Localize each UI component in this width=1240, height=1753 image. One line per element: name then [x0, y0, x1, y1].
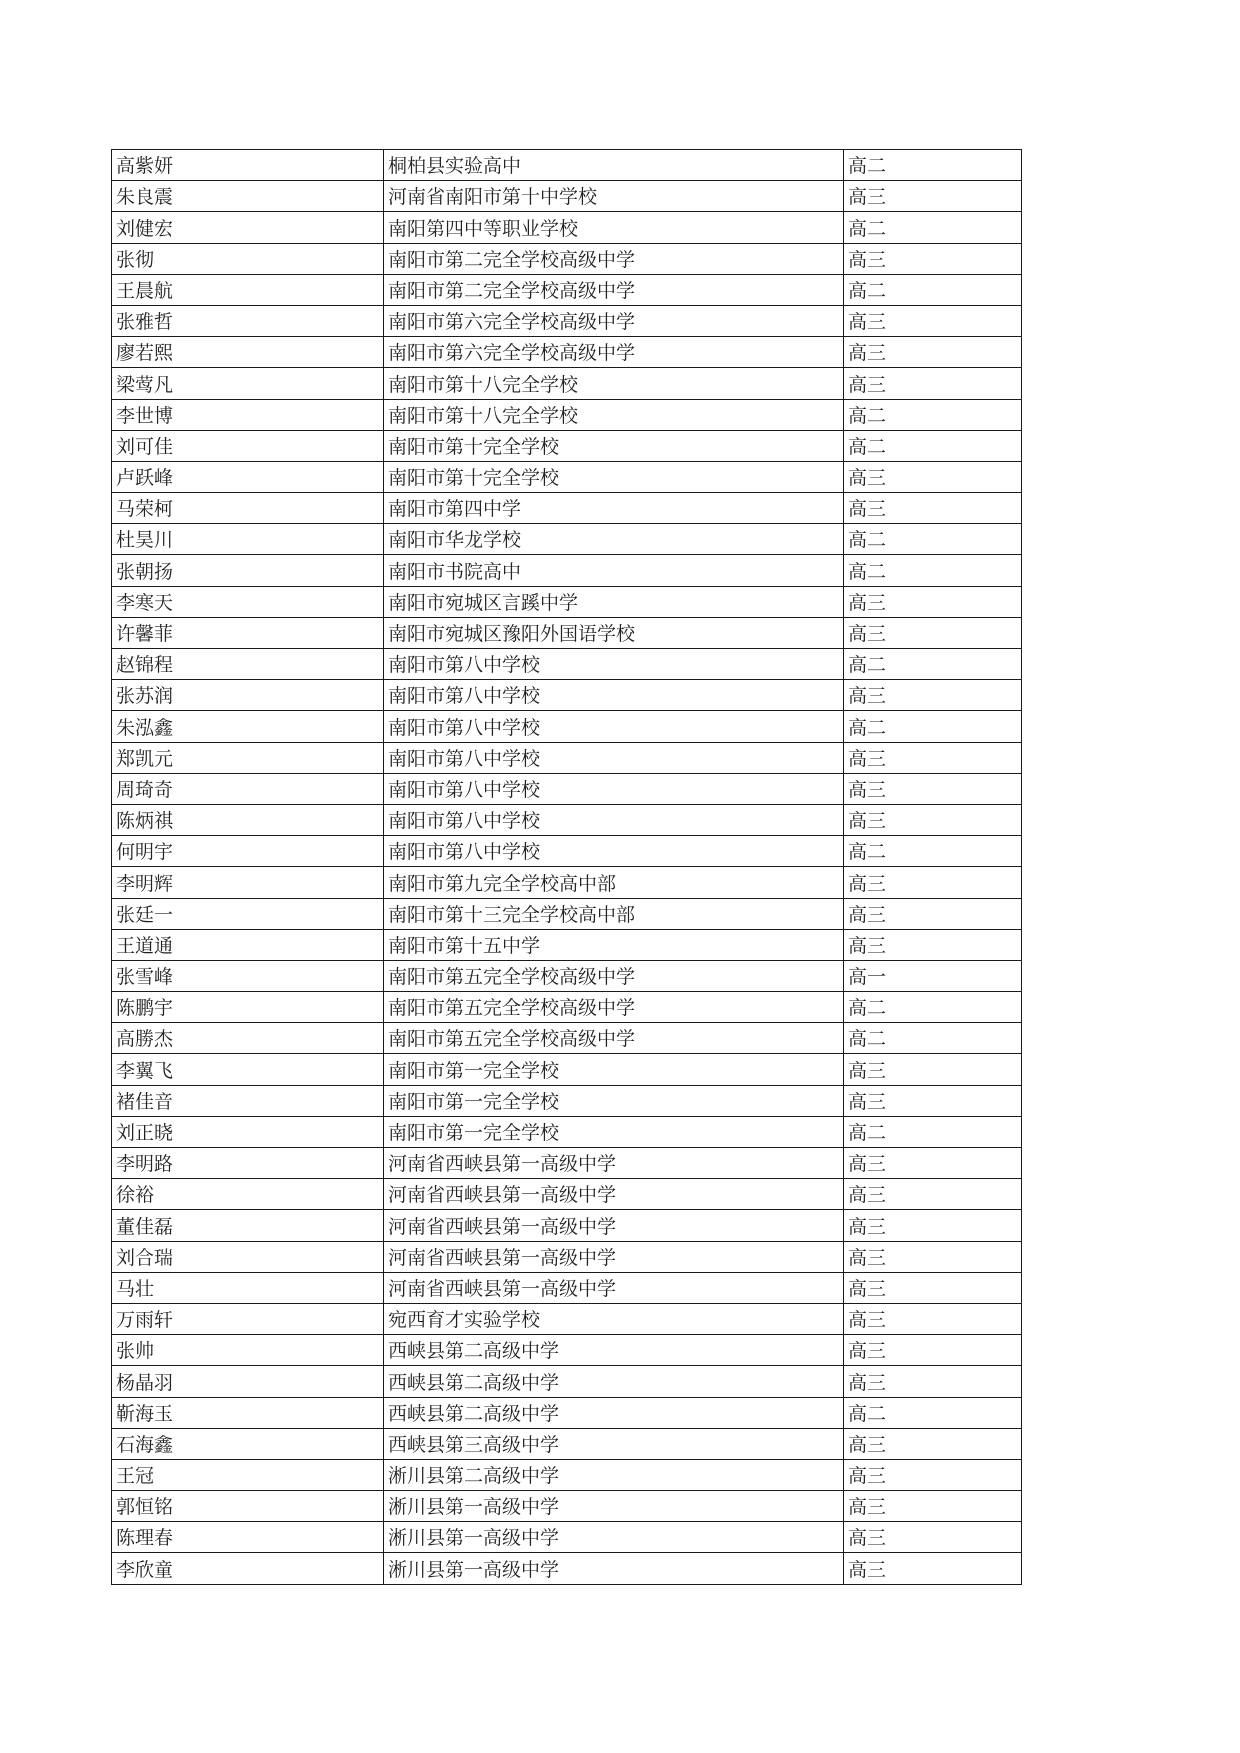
table-row [112, 1148, 1022, 1179]
grade-cell: 高三 [844, 680, 1022, 711]
name-cell: 张雅哲 [112, 305, 384, 336]
name-cell: 陈理春 [112, 1522, 384, 1553]
grade-cell: 高二 [844, 1023, 1022, 1054]
name-cell: 高紫妍 [112, 150, 384, 181]
name-cell: 许馨菲 [112, 617, 384, 648]
school-cell: 河南省西峡县第一高级中学 [384, 1148, 844, 1179]
grade-cell: 高三 [844, 337, 1022, 368]
table-row [112, 212, 1022, 243]
table-row [112, 430, 1022, 461]
grade-cell: 高二 [844, 711, 1022, 742]
grade-cell: 高三 [844, 867, 1022, 898]
table-row [112, 1023, 1022, 1054]
grade-cell: 高二 [844, 212, 1022, 243]
name-cell: 刘合瑞 [112, 1241, 384, 1272]
school-cell: 南阳市第十八完全学校 [384, 368, 844, 399]
school-cell: 南阳市第八中学校 [384, 711, 844, 742]
name-cell: 陈炳祺 [112, 804, 384, 835]
school-cell: 南阳市第八中学校 [384, 836, 844, 867]
school-cell: 河南省西峡县第一高级中学 [384, 1241, 844, 1272]
name-cell: 张雪峰 [112, 960, 384, 991]
grade-cell: 高三 [844, 1210, 1022, 1241]
name-cell: 张帅 [112, 1335, 384, 1366]
name-cell: 石海鑫 [112, 1428, 384, 1459]
table-row [112, 898, 1022, 929]
grade-cell: 高二 [844, 430, 1022, 461]
table-row [112, 524, 1022, 555]
school-cell: 南阳市第一完全学校 [384, 1054, 844, 1085]
grade-cell: 高二 [844, 274, 1022, 305]
table-row [112, 804, 1022, 835]
table-row [112, 368, 1022, 399]
grade-cell: 高三 [844, 1085, 1022, 1116]
grade-cell: 高二 [844, 992, 1022, 1023]
school-cell: 南阳市宛城区豫阳外国语学校 [384, 617, 844, 648]
table-row [112, 836, 1022, 867]
name-cell: 李明辉 [112, 867, 384, 898]
name-cell: 廖若熙 [112, 337, 384, 368]
grade-cell: 高二 [844, 524, 1022, 555]
grade-cell: 高三 [844, 461, 1022, 492]
grade-cell: 高三 [844, 368, 1022, 399]
table-row [112, 150, 1022, 181]
school-cell: 淅川县第一高级中学 [384, 1522, 844, 1553]
school-cell: 淅川县第一高级中学 [384, 1491, 844, 1522]
school-cell: 南阳市第八中学校 [384, 742, 844, 773]
school-cell: 南阳市第一完全学校 [384, 1085, 844, 1116]
table-row [112, 1397, 1022, 1428]
table-row [112, 1179, 1022, 1210]
name-cell: 郑凯元 [112, 742, 384, 773]
name-cell: 郭恒铭 [112, 1491, 384, 1522]
grade-cell: 高三 [844, 929, 1022, 960]
table-row [112, 1272, 1022, 1303]
school-cell: 河南省西峡县第一高级中学 [384, 1272, 844, 1303]
school-cell: 南阳市第八中学校 [384, 804, 844, 835]
school-cell: 河南省西峡县第一高级中学 [384, 1210, 844, 1241]
grade-cell: 高二 [844, 399, 1022, 430]
school-cell: 南阳市第六完全学校高级中学 [384, 305, 844, 336]
table-row [112, 617, 1022, 648]
name-cell: 高勝杰 [112, 1023, 384, 1054]
grade-cell: 高三 [844, 1148, 1022, 1179]
name-cell: 马荣柯 [112, 493, 384, 524]
grade-cell: 高二 [844, 555, 1022, 586]
table-row [112, 649, 1022, 680]
name-cell: 万雨轩 [112, 1303, 384, 1334]
grade-cell: 高三 [844, 243, 1022, 274]
name-cell: 董佳磊 [112, 1210, 384, 1241]
table-row [112, 399, 1022, 430]
grade-cell: 高三 [844, 898, 1022, 929]
school-cell: 南阳第四中等职业学校 [384, 212, 844, 243]
name-cell: 王道通 [112, 929, 384, 960]
name-cell: 杜昊川 [112, 524, 384, 555]
school-cell: 南阳市第六完全学校高级中学 [384, 337, 844, 368]
school-cell: 宛西育才实验学校 [384, 1303, 844, 1334]
school-cell: 桐柏县实验高中 [384, 150, 844, 181]
grade-cell: 高三 [844, 1366, 1022, 1397]
name-cell: 何明宇 [112, 836, 384, 867]
name-cell: 张彻 [112, 243, 384, 274]
school-cell: 南阳市书院高中 [384, 555, 844, 586]
name-cell: 李欣童 [112, 1553, 384, 1584]
school-cell: 南阳市宛城区言蹊中学 [384, 586, 844, 617]
table-row [112, 1522, 1022, 1553]
school-cell: 南阳市第十三完全学校高中部 [384, 898, 844, 929]
table-row [112, 305, 1022, 336]
table-row [112, 243, 1022, 274]
school-cell: 西峡县第二高级中学 [384, 1335, 844, 1366]
table-row [112, 1085, 1022, 1116]
grade-cell: 高三 [844, 586, 1022, 617]
name-cell: 赵锦程 [112, 649, 384, 680]
grade-cell: 高三 [844, 1054, 1022, 1085]
table-row [112, 960, 1022, 991]
school-cell: 淅川县第二高级中学 [384, 1459, 844, 1490]
name-cell: 王冠 [112, 1459, 384, 1490]
grade-cell: 高三 [844, 493, 1022, 524]
name-cell: 李翼飞 [112, 1054, 384, 1085]
school-cell: 南阳市第八中学校 [384, 680, 844, 711]
grade-cell: 高二 [844, 649, 1022, 680]
grade-cell: 高一 [844, 960, 1022, 991]
grade-cell: 高三 [844, 1303, 1022, 1334]
school-cell: 南阳市第十五中学 [384, 929, 844, 960]
school-cell: 南阳市第五完全学校高级中学 [384, 992, 844, 1023]
school-cell: 南阳市第二完全学校高级中学 [384, 274, 844, 305]
table-row [112, 680, 1022, 711]
table-row [112, 337, 1022, 368]
table-row [112, 1303, 1022, 1334]
name-cell: 刘健宏 [112, 212, 384, 243]
name-cell: 朱良震 [112, 181, 384, 212]
table-row [112, 1491, 1022, 1522]
name-cell: 徐裕 [112, 1179, 384, 1210]
school-cell: 河南省西峡县第一高级中学 [384, 1179, 844, 1210]
table-row [112, 1553, 1022, 1584]
grade-cell: 高三 [844, 1459, 1022, 1490]
table-row [112, 1241, 1022, 1272]
grade-cell: 高二 [844, 1116, 1022, 1147]
school-cell: 南阳市华龙学校 [384, 524, 844, 555]
school-cell: 南阳市第十完全学校 [384, 430, 844, 461]
school-cell: 南阳市第五完全学校高级中学 [384, 960, 844, 991]
grade-cell: 高三 [844, 742, 1022, 773]
grade-cell: 高三 [844, 617, 1022, 648]
school-cell: 南阳市第八中学校 [384, 773, 844, 804]
name-cell: 刘可佳 [112, 430, 384, 461]
school-cell: 南阳市第十八完全学校 [384, 399, 844, 430]
grade-cell: 高二 [844, 150, 1022, 181]
table-row [112, 274, 1022, 305]
grade-cell: 高三 [844, 1241, 1022, 1272]
school-cell: 南阳市第八中学校 [384, 649, 844, 680]
table-row [112, 1366, 1022, 1397]
school-cell: 西峡县第三高级中学 [384, 1428, 844, 1459]
table-row [112, 493, 1022, 524]
grade-cell: 高三 [844, 1428, 1022, 1459]
table-row [112, 555, 1022, 586]
table-row [112, 773, 1022, 804]
table-row [112, 1428, 1022, 1459]
table-row [112, 181, 1022, 212]
table-row [112, 1210, 1022, 1241]
name-cell: 梁莺凡 [112, 368, 384, 399]
grade-cell: 高三 [844, 1522, 1022, 1553]
table-row [112, 1054, 1022, 1085]
name-cell: 周琦奇 [112, 773, 384, 804]
name-cell: 杨晶羽 [112, 1366, 384, 1397]
grade-cell: 高三 [844, 1491, 1022, 1522]
name-cell: 靳海玉 [112, 1397, 384, 1428]
grade-cell: 高二 [844, 836, 1022, 867]
school-cell: 南阳市第五完全学校高级中学 [384, 1023, 844, 1054]
name-cell: 朱泓鑫 [112, 711, 384, 742]
name-cell: 李寒天 [112, 586, 384, 617]
student-roster-table [111, 149, 1022, 1585]
school-cell: 南阳市第九完全学校高中部 [384, 867, 844, 898]
grade-cell: 高三 [844, 773, 1022, 804]
table-row [112, 867, 1022, 898]
name-cell: 马壮 [112, 1272, 384, 1303]
school-cell: 南阳市第十完全学校 [384, 461, 844, 492]
school-cell: 南阳市第四中学 [384, 493, 844, 524]
grade-cell: 高三 [844, 305, 1022, 336]
name-cell: 李明路 [112, 1148, 384, 1179]
name-cell: 李世博 [112, 399, 384, 430]
school-cell: 西峡县第二高级中学 [384, 1366, 844, 1397]
name-cell: 张苏润 [112, 680, 384, 711]
name-cell: 张朝扬 [112, 555, 384, 586]
school-cell: 淅川县第一高级中学 [384, 1553, 844, 1584]
table-row [112, 1459, 1022, 1490]
roster-body [112, 150, 1022, 1585]
grade-cell: 高三 [844, 181, 1022, 212]
name-cell: 卢跃峰 [112, 461, 384, 492]
table-row [112, 461, 1022, 492]
school-cell: 南阳市第一完全学校 [384, 1116, 844, 1147]
name-cell: 陈鹏宇 [112, 992, 384, 1023]
table-row [112, 929, 1022, 960]
name-cell: 张廷一 [112, 898, 384, 929]
table-row [112, 742, 1022, 773]
table-row [112, 711, 1022, 742]
grade-cell: 高三 [844, 1553, 1022, 1584]
school-cell: 西峡县第二高级中学 [384, 1397, 844, 1428]
school-cell: 南阳市第二完全学校高级中学 [384, 243, 844, 274]
school-cell: 河南省南阳市第十中学校 [384, 181, 844, 212]
name-cell: 刘正晓 [112, 1116, 384, 1147]
grade-cell: 高三 [844, 1179, 1022, 1210]
table-row [112, 1335, 1022, 1366]
table-row [112, 1116, 1022, 1147]
table-row [112, 992, 1022, 1023]
name-cell: 王晨航 [112, 274, 384, 305]
name-cell: 褚佳音 [112, 1085, 384, 1116]
grade-cell: 高三 [844, 1272, 1022, 1303]
table-row [112, 586, 1022, 617]
grade-cell: 高二 [844, 1397, 1022, 1428]
grade-cell: 高三 [844, 1335, 1022, 1366]
grade-cell: 高三 [844, 804, 1022, 835]
